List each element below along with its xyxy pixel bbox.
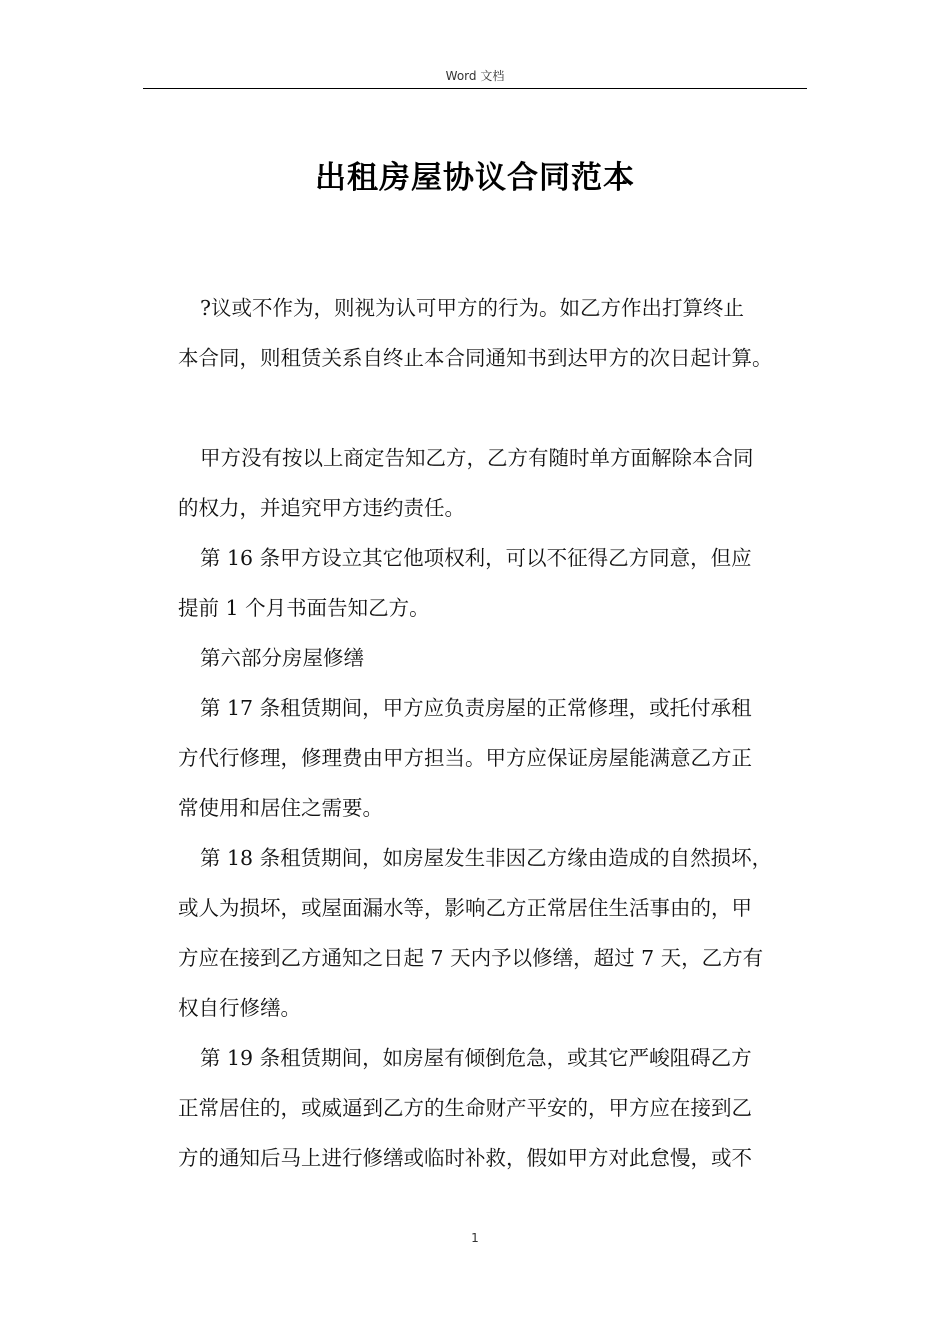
text-line: 权自行修缮。 [178,996,301,1020]
text-line: 或人为损坏，或屋面漏水等，影响乙方正常居住生活事由的，甲 [178,896,752,920]
section-heading: 第六部分房屋修缮 [200,646,364,670]
text-line: 第 16 条甲方设立其它他项权利，可以不征得乙方同意，但应 [200,546,752,570]
text-line: 提前 1 个月书面告知乙方。 [178,596,430,620]
text-line: 方应在接到乙方通知之日起 7 天内予以修缮，超过 7 天，乙方有 [178,946,764,970]
header-divider [143,88,807,89]
text-line: 甲方没有按以上商定告知乙方，乙方有随时单方面解除本合同 [200,446,754,470]
text-line: 常使用和居住之需要。 [178,796,383,820]
text-line: ?议或不作为，则视为认可甲方的行为。如乙方作出打算终止 [200,296,744,320]
text-line: 方的通知后马上进行修缮或临时补救，假如甲方对此怠慢，或不 [178,1146,752,1170]
paragraph-2 [178,433,818,1183]
text-line: 本合同，则租赁关系自终止本合同通知书到达甲方的次日起计算。 [178,346,773,370]
header-label: Word 文档 [445,69,505,83]
text-line: 方代行修理，修理费由甲方担当。甲方应保证房屋能满意乙方正 [178,746,752,770]
document-title: 出租房屋协议合同范本 [315,160,635,196]
page-number: 1 [471,1231,479,1245]
text-line: 第 17 条租赁期间，甲方应负责房屋的正常修理，或托付承租 [200,696,752,720]
text-line: 第 18 条租赁期间，如房屋发生非因乙方缘由造成的自然损坏， [200,846,773,870]
text-line: 的权力，并追究甲方违约责任。 [178,496,465,520]
paragraph-1 [178,283,818,383]
text-line: 正常居住的，或威逼到乙方的生命财产平安的，甲方应在接到乙 [178,1096,752,1120]
text-line: 第 19 条租赁期间，如房屋有倾倒危急，或其它严峻阻碍乙方 [200,1046,752,1070]
